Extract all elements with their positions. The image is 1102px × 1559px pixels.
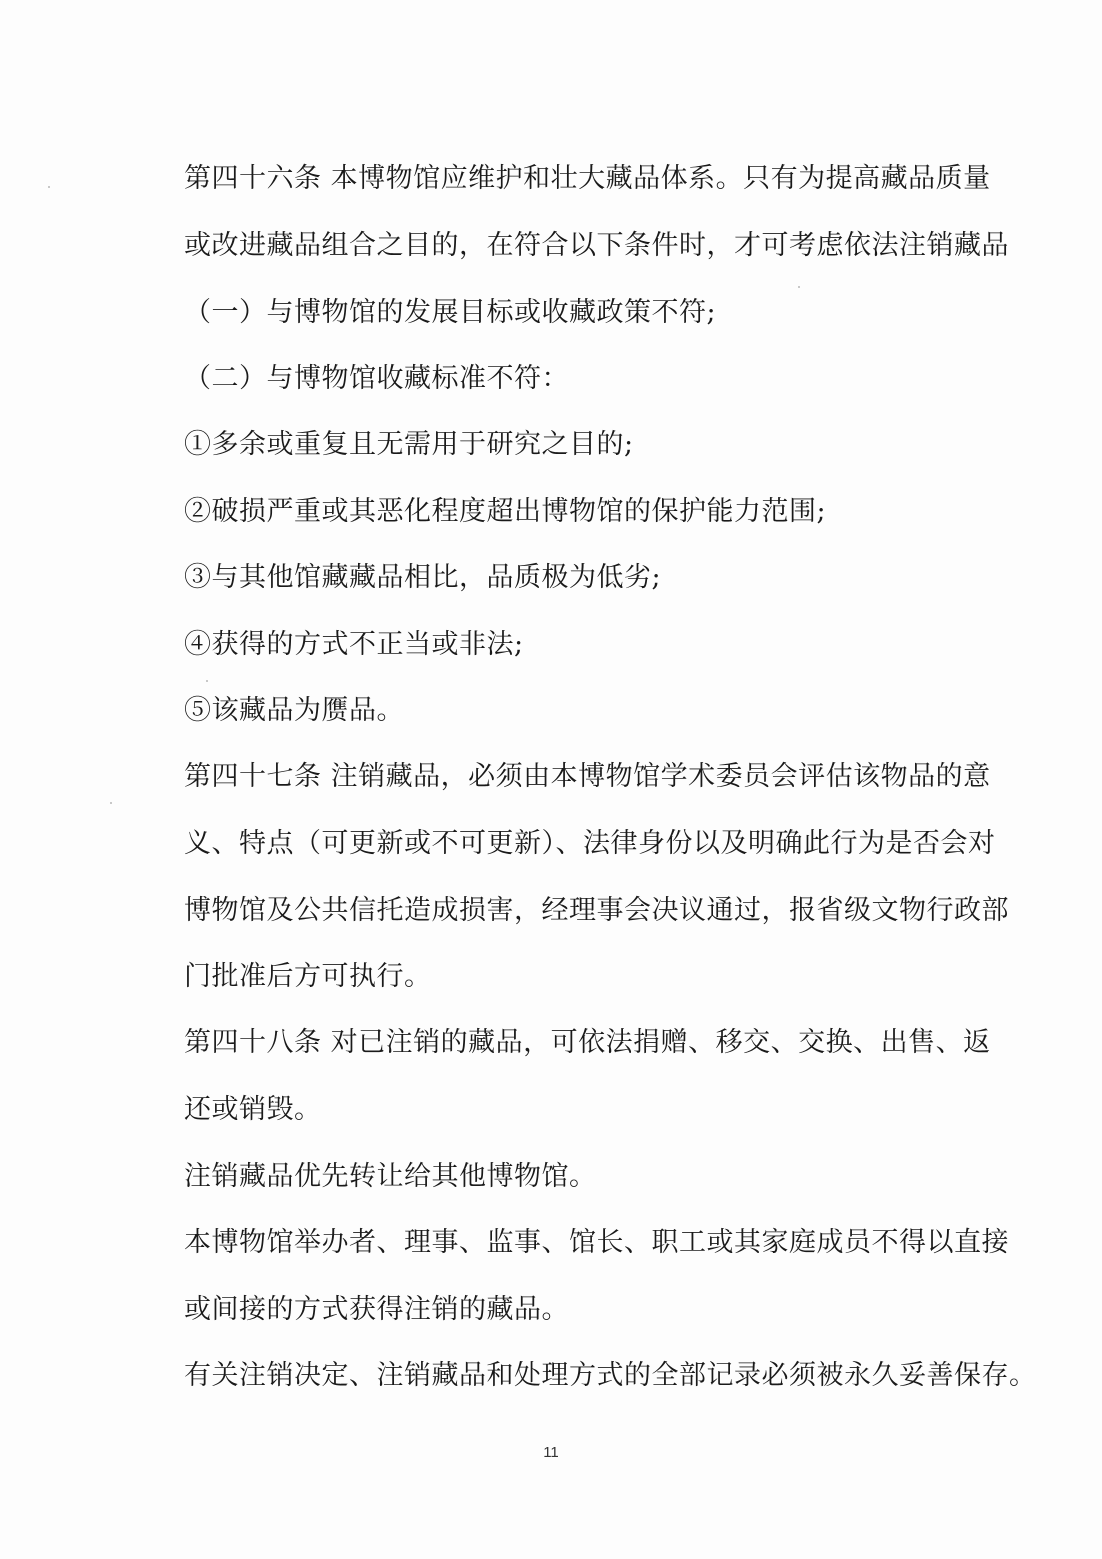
restriction-line-2: 或间接的方式获得注销的藏品。 (184, 1294, 569, 1325)
scan-speck (206, 680, 208, 682)
sub-condition-5: ⑤该藏品为赝品。 (184, 695, 404, 726)
article-47-line-1: 第四十七条 注销藏品，必须由本博物馆学术委员会评估该物品的意 (184, 761, 991, 792)
scan-speck (798, 286, 800, 288)
sub-condition-4: ④获得的方式不正当或非法; (184, 629, 524, 660)
article-47-line-3: 博物馆及公共信托造成损害，经理事会决议通过，报省级文物行政部 (184, 895, 1009, 926)
article-46-line-1: 第四十六条 本博物馆应维护和壮大藏品体系。只有为提高藏品质量 (184, 163, 991, 194)
condition-2: （二）与博物馆收藏标准不符： (184, 363, 569, 394)
sub-condition-3: ③与其他馆藏藏品相比，品质极为低劣; (184, 562, 662, 593)
article-46-line-2: 或改进藏品组合之目的，在符合以下条件时，才可考虑依法注销藏品 (184, 230, 1009, 261)
article-48-line-1: 第四十八条 对已注销的藏品，可依法捐赠、移交、交换、出售、返 (184, 1027, 991, 1058)
transfer-priority-paragraph: 注销藏品优先转让给其他博物馆。 (184, 1161, 597, 1192)
condition-1: （一）与博物馆的发展目标或收藏政策不符; (184, 297, 717, 328)
article-48-line-2: 还或销毁。 (184, 1094, 322, 1125)
scan-speck (110, 802, 112, 804)
restriction-line-1: 本博物馆举办者、理事、监事、馆长、职工或其家庭成员不得以直接 (184, 1227, 1009, 1258)
page-number: 11 (543, 1444, 559, 1461)
article-47-line-2: 义、特点（可更新或不可更新）、法律身份以及明确此行为是否会对 (184, 828, 996, 859)
article-47-line-4: 门批准后方可执行。 (184, 961, 432, 992)
sub-condition-1: ①多余或重复且无需用于研究之目的; (184, 429, 634, 460)
sub-condition-2: ②破损严重或其恶化程度超出博物馆的保护能力范围; (184, 496, 827, 527)
records-paragraph: 有关注销决定、注销藏品和处理方式的全部记录必须被永久妥善保存。 (184, 1360, 1037, 1391)
scan-speck (48, 186, 50, 188)
